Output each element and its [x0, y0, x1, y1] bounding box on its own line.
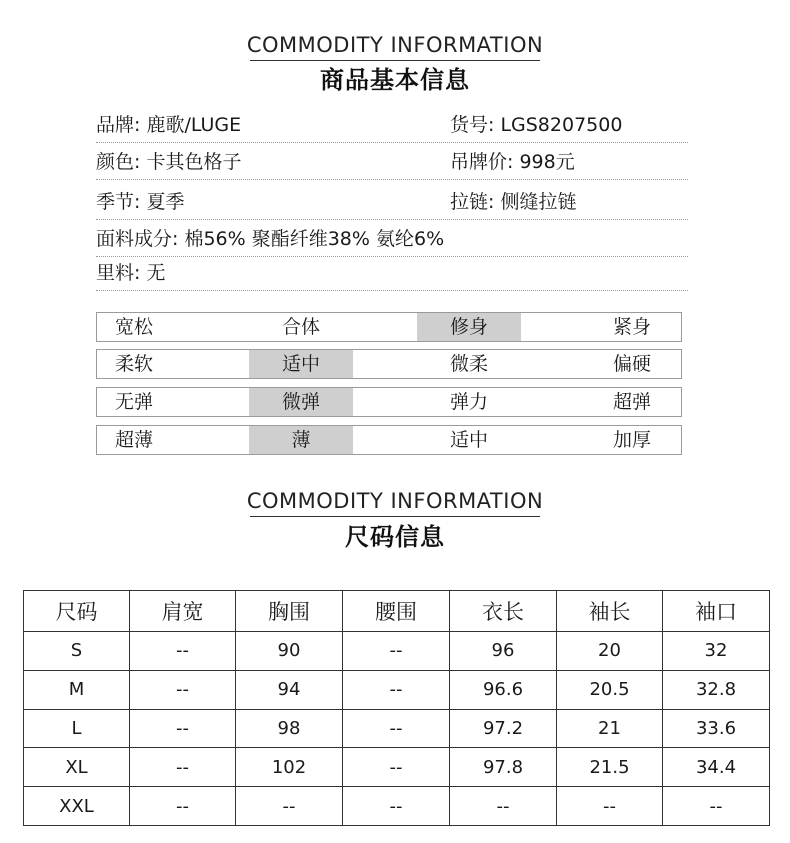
- attr-option: 无弹: [114, 391, 153, 413]
- table-cell: XL: [24, 748, 130, 787]
- table-cell: 33.6: [663, 709, 770, 748]
- table-cell: 20: [557, 632, 663, 671]
- attr-option: 微柔: [449, 353, 488, 375]
- color-text: 颜色: 卡其色格子: [96, 151, 242, 173]
- table-cell: 98: [236, 709, 343, 748]
- table-cell: 97.2: [450, 709, 557, 748]
- table-row: [24, 748, 770, 787]
- header-chest: 胸围: [236, 591, 343, 632]
- lining-text: 里料: 无: [96, 262, 166, 284]
- table-cell: L: [24, 709, 130, 748]
- price-text: 吊牌价: 998元: [450, 151, 575, 173]
- section-en-title: COMMODITY INFORMATION: [246, 33, 544, 57]
- table-cell: --: [343, 632, 450, 671]
- attr-row-fit: [96, 312, 682, 342]
- table-cell: XXL: [24, 787, 130, 826]
- attr-option: 超薄: [114, 429, 153, 451]
- attr-row-elasticity: [96, 387, 682, 417]
- attr-option-selected: 修身: [417, 313, 521, 341]
- table-cell: --: [130, 670, 236, 709]
- table-cell: M: [24, 670, 130, 709]
- attr-row-softness: [96, 349, 682, 379]
- table-cell: 32: [663, 632, 770, 671]
- table-cell: --: [236, 787, 343, 826]
- table-cell: --: [663, 787, 770, 826]
- table-cell: 32.8: [663, 670, 770, 709]
- table-cell: S: [24, 632, 130, 671]
- attr-option: 偏硬: [612, 353, 651, 375]
- season-text: 季节: 夏季: [96, 191, 185, 213]
- table-cell: --: [130, 632, 236, 671]
- section-cn-title: 商品基本信息: [320, 66, 470, 94]
- info-row-brand: [96, 108, 688, 143]
- table-cell: 96: [450, 632, 557, 671]
- info-row-season: [96, 185, 688, 220]
- table-cell: 21: [557, 709, 663, 748]
- info-row-fabric: [96, 222, 688, 257]
- table-cell: --: [343, 670, 450, 709]
- table-row: [24, 787, 770, 826]
- header-cuff: 袖口: [663, 591, 770, 632]
- attr-option: 合体: [281, 316, 320, 338]
- table-cell: --: [343, 748, 450, 787]
- header-sleeve-length: 袖长: [557, 591, 663, 632]
- attr-option: 适中: [449, 429, 488, 451]
- table-cell: --: [450, 787, 557, 826]
- table-cell: 20.5: [557, 670, 663, 709]
- table-cell: 94: [236, 670, 343, 709]
- table-cell: --: [130, 787, 236, 826]
- header-waist: 腰围: [343, 591, 450, 632]
- table-cell: 102: [236, 748, 343, 787]
- title-divider: [250, 60, 540, 61]
- size-table: [23, 590, 770, 826]
- size-section-en-title: COMMODITY INFORMATION: [246, 489, 544, 513]
- header-length: 衣长: [450, 591, 557, 632]
- table-cell: 21.5: [557, 748, 663, 787]
- zipper-text: 拉链: 侧缝拉链: [450, 191, 577, 213]
- table-row: [24, 709, 770, 748]
- table-row: [24, 632, 770, 671]
- table-cell: 90: [236, 632, 343, 671]
- attr-option-selected: 适中: [249, 350, 353, 378]
- attr-option-selected: 薄: [249, 426, 353, 454]
- attr-option-selected: 微弹: [249, 388, 353, 416]
- size-section-cn-title: 尺码信息: [345, 523, 445, 551]
- attr-option: 加厚: [612, 429, 651, 451]
- brand-text: 品牌: 鹿歌/LUGE: [96, 114, 242, 136]
- table-cell: --: [130, 748, 236, 787]
- item-number-text: 货号: LGS8207500: [450, 114, 623, 136]
- table-cell: --: [557, 787, 663, 826]
- header-size: 尺码: [24, 591, 130, 632]
- attr-option: 超弹: [612, 391, 651, 413]
- attr-option: 紧身: [612, 316, 651, 338]
- table-cell: --: [130, 709, 236, 748]
- info-row-lining: [96, 256, 688, 291]
- fabric-text: 面料成分: 棉56% 聚酯纤维38% 氨纶6%: [96, 228, 445, 250]
- attr-option: 宽松: [114, 316, 153, 338]
- size-title-divider: [250, 516, 540, 517]
- header-shoulder: 肩宽: [130, 591, 236, 632]
- attr-row-thickness: [96, 425, 682, 455]
- table-row: [24, 670, 770, 709]
- attr-option: 弹力: [449, 391, 488, 413]
- table-cell: --: [343, 787, 450, 826]
- size-table-header: [24, 591, 770, 632]
- table-cell: --: [343, 709, 450, 748]
- table-cell: 97.8: [450, 748, 557, 787]
- table-cell: 96.6: [450, 670, 557, 709]
- info-row-color: [96, 145, 688, 180]
- attr-option: 柔软: [114, 353, 153, 375]
- table-cell: 34.4: [663, 748, 770, 787]
